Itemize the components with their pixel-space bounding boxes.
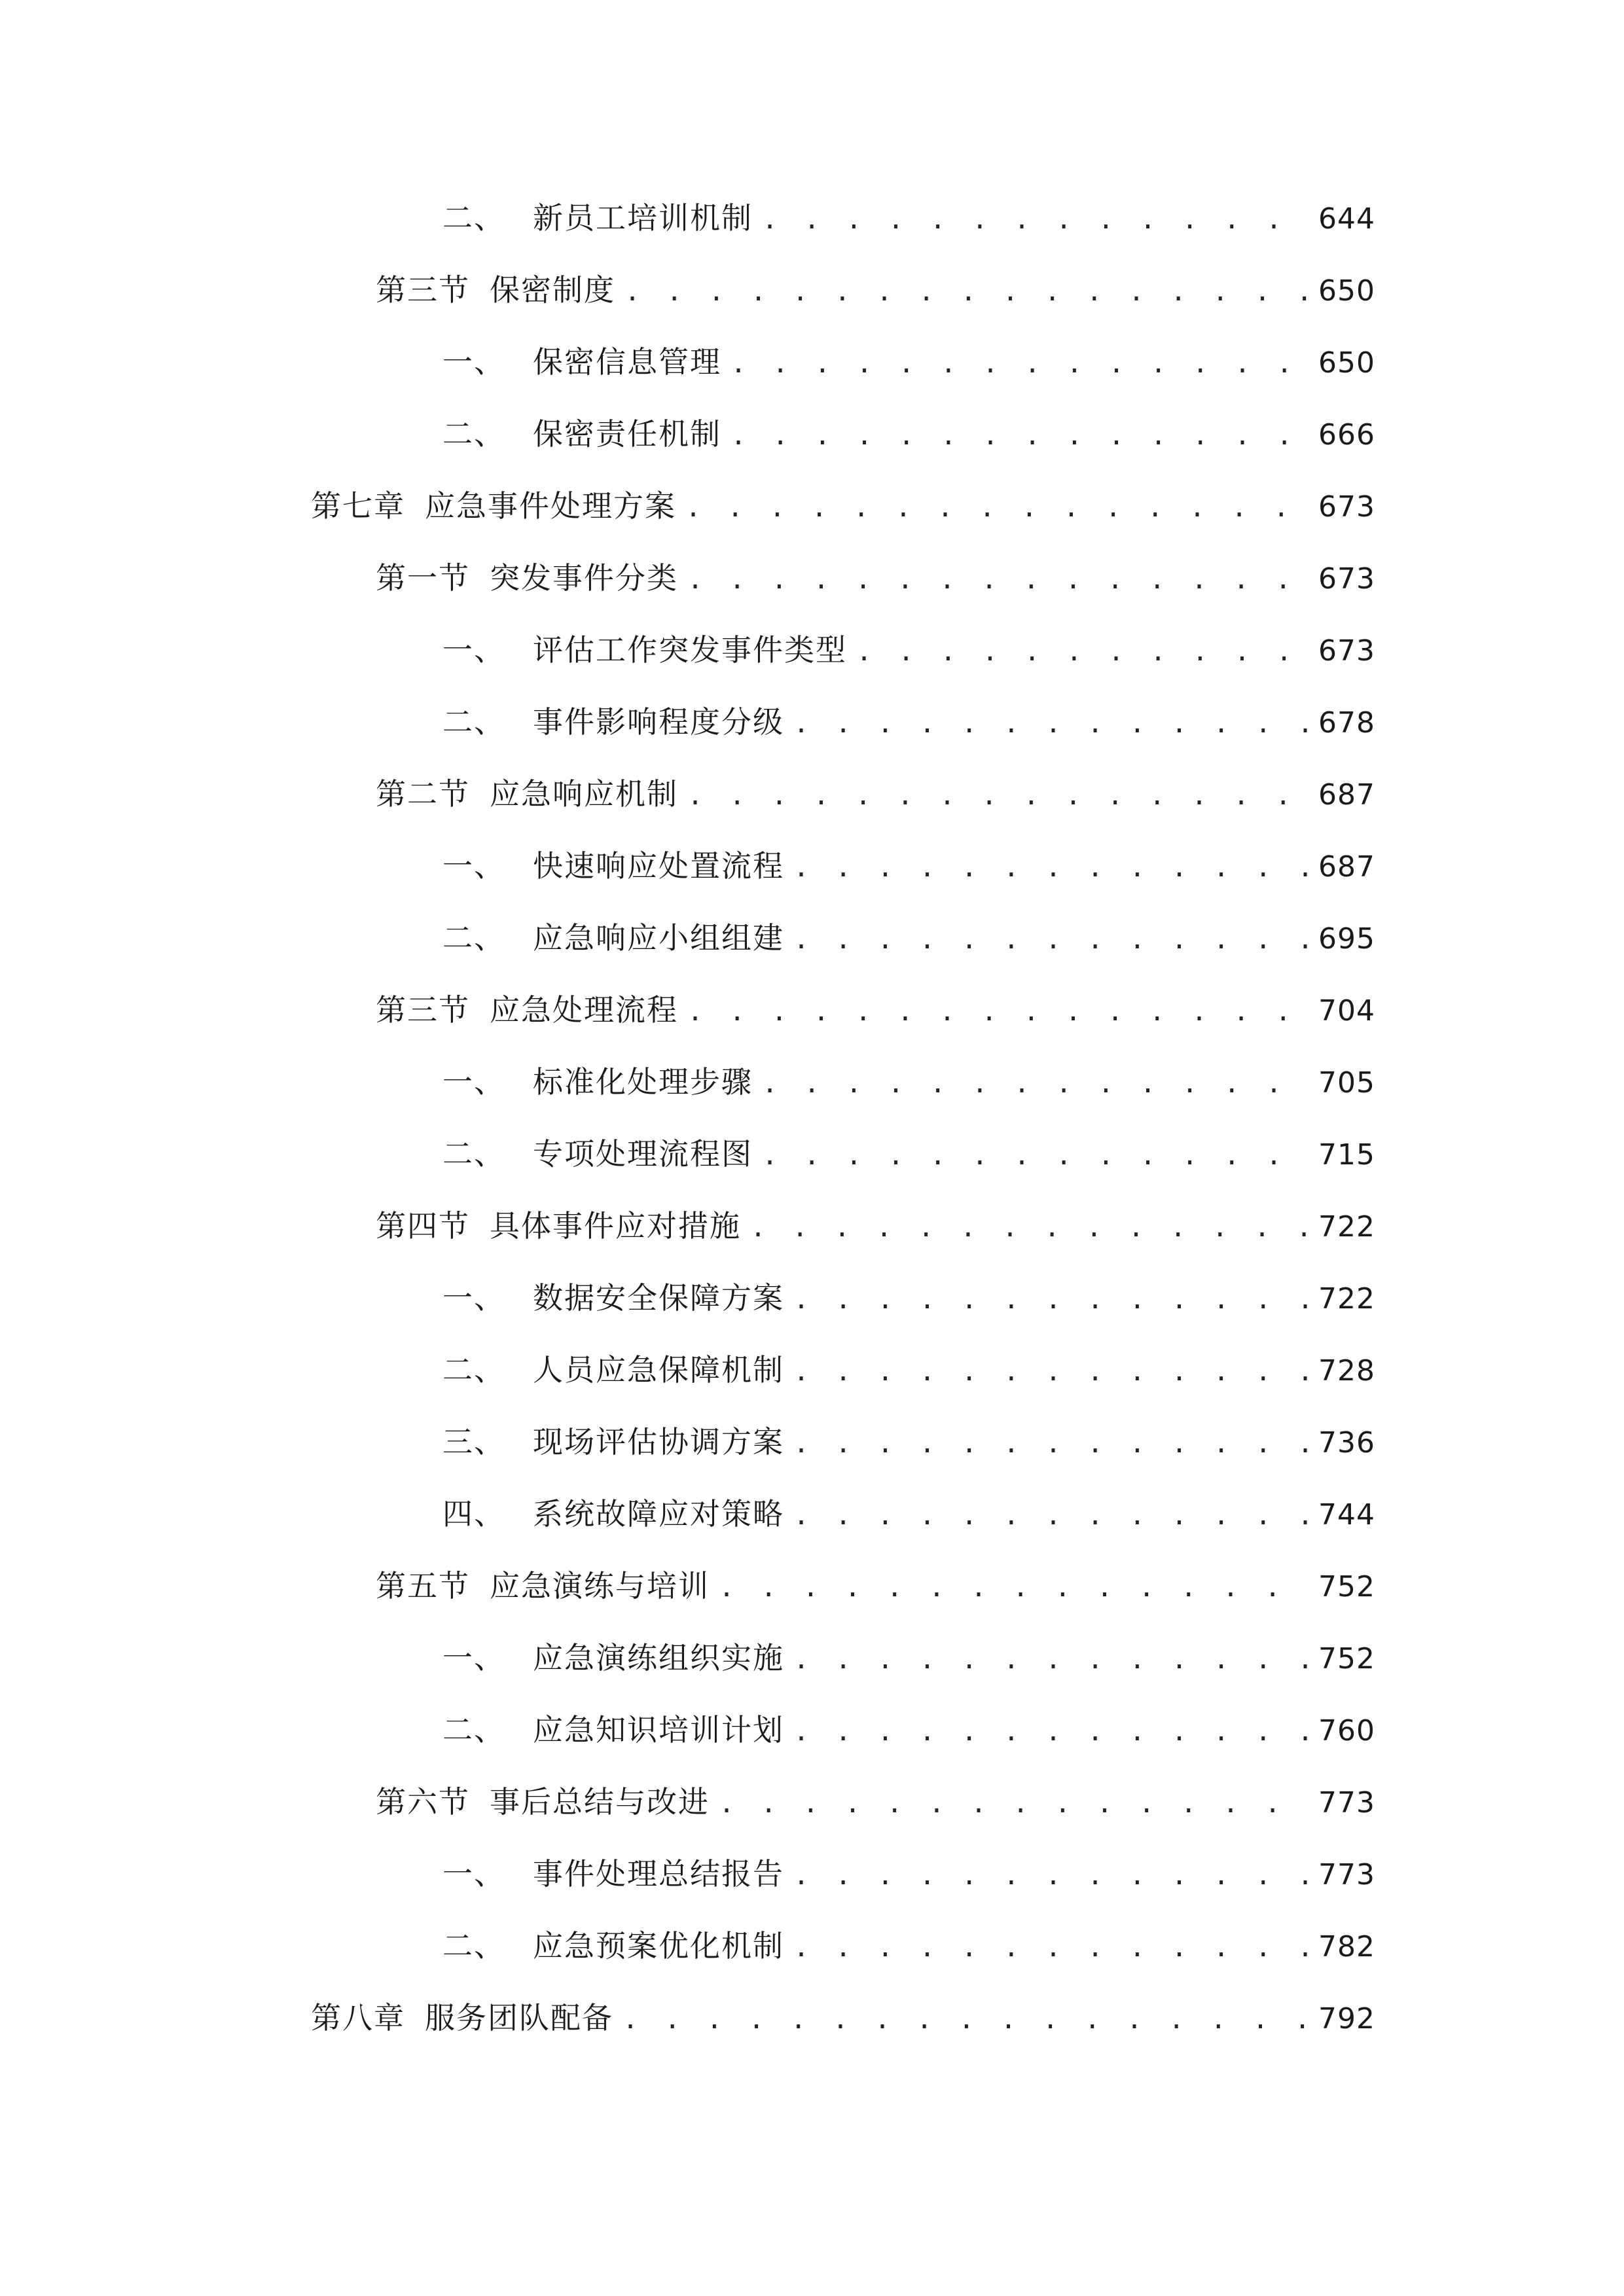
toc-entry-number: 二、 (442, 1928, 505, 1964)
toc-entry-title: 应急处理流程 (490, 992, 678, 1028)
toc-entry-title: 具体事件应对措施 (490, 1208, 741, 1244)
toc-entry[interactable] (442, 1272, 1375, 1324)
toc-entry-number: 第三节 (376, 272, 470, 308)
toc-entry-title: 应急事件处理方案 (425, 488, 676, 524)
toc-entry-page: 673 (1318, 562, 1375, 596)
toc-entry[interactable] (442, 1704, 1375, 1756)
toc-dot-leader (793, 1274, 1309, 1326)
toc-entry[interactable] (311, 1992, 1375, 2044)
toc-entry-page: 760 (1318, 1714, 1375, 1748)
toc-dot-leader (762, 1058, 1309, 1110)
toc-entry-page: 736 (1318, 1426, 1375, 1460)
toc-entry[interactable] (376, 984, 1375, 1036)
toc-entry[interactable] (442, 336, 1375, 388)
toc-entry-title: 事后总结与改进 (490, 1784, 710, 1820)
toc-entry-title: 事件处理总结报告 (533, 1856, 784, 1892)
toc-entry-title: 应急知识培训计划 (533, 1712, 784, 1748)
toc-entry[interactable] (442, 1848, 1375, 1900)
toc-entry-page: 722 (1318, 1282, 1375, 1316)
toc-entry[interactable] (442, 1344, 1375, 1396)
toc-dot-leader (687, 986, 1309, 1038)
toc-entry-number: 一、 (442, 1064, 505, 1100)
toc-entry[interactable] (376, 552, 1375, 604)
toc-entry-title: 现场评估协调方案 (533, 1424, 784, 1460)
toc-entry[interactable] (442, 912, 1375, 964)
toc-entry-number: 一、 (442, 1640, 505, 1676)
toc-entry-title: 数据安全保障方案 (533, 1280, 784, 1316)
toc-entry-title: 应急响应机制 (490, 776, 678, 812)
toc-dot-leader (793, 1922, 1309, 1974)
toc-entry-number: 第二节 (376, 776, 470, 812)
toc-entry[interactable] (311, 480, 1375, 532)
toc-dot-leader (762, 1130, 1309, 1182)
toc-dot-leader (719, 1778, 1309, 1830)
toc-dot-leader (793, 842, 1309, 894)
toc-entry-title: 新员工培训机制 (533, 200, 753, 236)
toc-entry-title: 系统故障应对策略 (533, 1496, 784, 1532)
toc-entry-page: 792 (1318, 2002, 1375, 2036)
toc-entry-title: 标准化处理步骤 (533, 1064, 753, 1100)
toc-entry[interactable] (442, 1416, 1375, 1468)
toc-entry-number: 第六节 (376, 1784, 470, 1820)
toc-entry-page: 752 (1318, 1570, 1375, 1604)
toc-entry-page: 666 (1318, 418, 1375, 452)
toc-entry-number: 二、 (442, 1352, 505, 1388)
toc-dot-leader (793, 698, 1309, 750)
toc-entry-number: 二、 (442, 200, 505, 236)
toc-entry-number: 一、 (442, 1856, 505, 1892)
toc-dot-leader (685, 482, 1309, 534)
toc-entry-title: 应急演练组织实施 (533, 1640, 784, 1676)
toc-entry-title: 保密信息管理 (533, 344, 721, 380)
toc-entry-title: 应急响应小组组建 (533, 920, 784, 956)
toc-entry-page: 773 (1318, 1786, 1375, 1820)
toc-entry-number: 第八章 (311, 2000, 405, 2036)
toc-entry-number: 一、 (442, 344, 505, 380)
toc-dot-leader (687, 770, 1309, 822)
toc-entry-page: 715 (1318, 1138, 1375, 1172)
toc-dot-leader (731, 338, 1309, 390)
toc-entry-number: 第四节 (376, 1208, 470, 1244)
toc-dot-leader (624, 266, 1309, 318)
toc-dot-leader (731, 410, 1309, 462)
toc-entry-page: 650 (1318, 346, 1375, 380)
toc-dot-leader (793, 1706, 1309, 1758)
toc-entry-number: 第七章 (311, 488, 405, 524)
toc-entry-title: 快速响应处置流程 (533, 848, 784, 884)
toc-entry-title: 应急预案优化机制 (533, 1928, 784, 1964)
toc-entry-page: 678 (1318, 706, 1375, 740)
toc-dot-leader (762, 194, 1309, 246)
toc-entry-number: 第五节 (376, 1568, 470, 1604)
toc-entry-title: 人员应急保障机制 (533, 1352, 784, 1388)
toc-entry-page: 687 (1318, 850, 1375, 884)
toc-entry-title: 突发事件分类 (490, 560, 678, 596)
toc-entry-page: 704 (1318, 994, 1375, 1028)
toc-entry-number: 二、 (442, 416, 505, 452)
toc-entry-page: 695 (1318, 922, 1375, 956)
toc-dot-leader (687, 554, 1309, 606)
toc-entry[interactable] (376, 264, 1375, 316)
toc-entry[interactable] (442, 192, 1375, 244)
toc-entry[interactable] (442, 624, 1375, 676)
toc-entry-number: 二、 (442, 704, 505, 740)
toc-entry[interactable] (376, 1776, 1375, 1828)
toc-dot-leader (623, 1994, 1309, 2046)
toc-entry[interactable] (442, 696, 1375, 748)
toc-entry-number: 第一节 (376, 560, 470, 596)
toc-entry-number: 二、 (442, 920, 505, 956)
toc-entry-number: 四、 (442, 1496, 505, 1532)
toc-entry-number: 第三节 (376, 992, 470, 1028)
toc-entry-page: 650 (1318, 274, 1375, 308)
toc-entry[interactable] (442, 1632, 1375, 1684)
toc-entry[interactable] (442, 408, 1375, 460)
toc-entry-number: 二、 (442, 1712, 505, 1748)
toc-entry-page: 722 (1318, 1210, 1375, 1244)
toc-entry-page: 752 (1318, 1642, 1375, 1676)
toc-dot-leader (793, 1850, 1309, 1902)
toc-entry-number: 一、 (442, 848, 505, 884)
toc-entry-title: 专项处理流程图 (533, 1136, 753, 1172)
toc-entry-page: 744 (1318, 1498, 1375, 1532)
toc-dot-leader (793, 1346, 1309, 1398)
toc-dot-leader (793, 1634, 1309, 1686)
toc-entry-title: 应急演练与培训 (490, 1568, 710, 1604)
toc-entry-page: 705 (1318, 1066, 1375, 1100)
toc-dot-leader (793, 1418, 1309, 1470)
toc-entry-page: 782 (1318, 1930, 1375, 1964)
toc-entry[interactable] (442, 1920, 1375, 1972)
toc-entry-number: 二、 (442, 1136, 505, 1172)
toc-dot-leader (856, 626, 1309, 678)
toc-entry-page: 673 (1318, 490, 1375, 524)
toc-entry-number: 一、 (442, 1280, 505, 1316)
toc-dot-leader (793, 914, 1309, 966)
toc-entry[interactable] (442, 1488, 1375, 1540)
toc-entry-title: 评估工作突发事件类型 (533, 632, 847, 668)
toc-entry-page: 644 (1318, 202, 1375, 236)
toc-entry-number: 一、 (442, 632, 505, 668)
toc-entry-title: 服务团队配备 (425, 2000, 613, 2036)
toc-entry-title: 保密责任机制 (533, 416, 721, 452)
toc-entry-page: 728 (1318, 1354, 1375, 1388)
toc-entry[interactable] (442, 1056, 1375, 1108)
toc-entry-page: 773 (1318, 1858, 1375, 1892)
toc-entry-title: 事件影响程度分级 (533, 704, 784, 740)
toc-entry[interactable] (442, 1128, 1375, 1180)
toc-dot-leader (750, 1202, 1309, 1254)
toc-entry[interactable] (442, 840, 1375, 892)
toc-entry-page: 687 (1318, 778, 1375, 812)
toc-entry-number: 三、 (442, 1424, 505, 1460)
toc-entry-page: 673 (1318, 634, 1375, 668)
toc-entry[interactable] (376, 1200, 1375, 1252)
toc-entry[interactable] (376, 1560, 1375, 1612)
toc-entry-title: 保密制度 (490, 272, 615, 308)
toc-entry[interactable] (376, 768, 1375, 820)
toc-dot-leader (719, 1562, 1309, 1614)
toc-dot-leader (793, 1490, 1309, 1542)
